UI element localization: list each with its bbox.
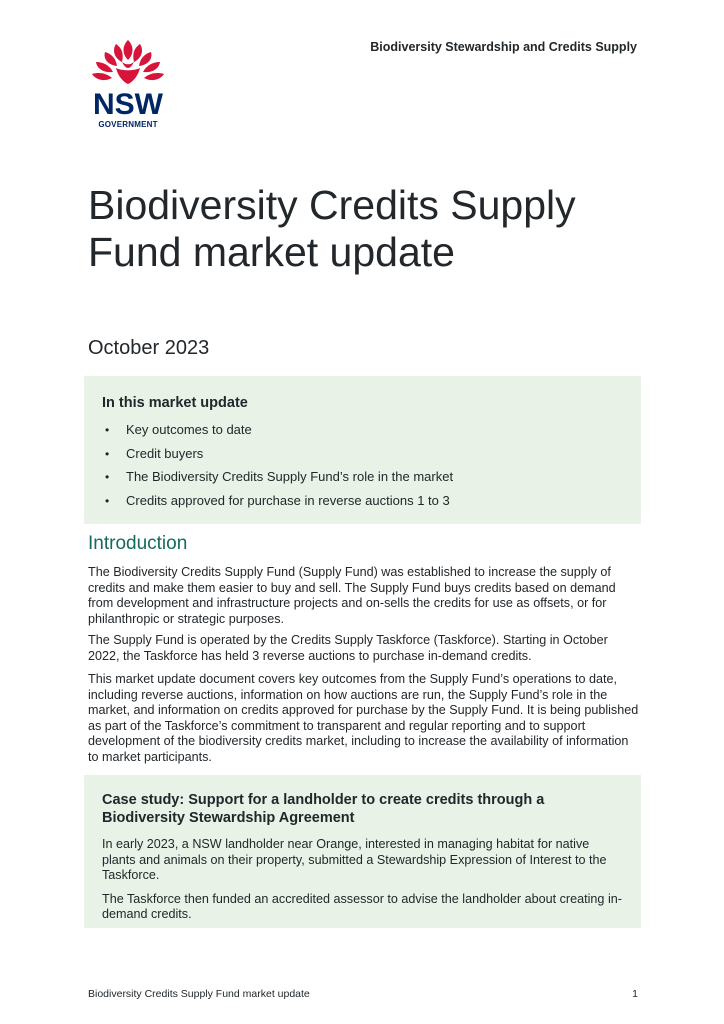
toc-item: • Credit buyers [102, 446, 623, 462]
toc-heading: In this market update [102, 395, 248, 411]
running-header: Biodiversity Stewardship and Credits Supply [370, 40, 637, 54]
document-title: Biodiversity Credits Supply Fund market update [88, 182, 576, 275]
case-study-box [84, 775, 641, 928]
introduction-heading: Introduction [88, 533, 188, 554]
waratah-flower-icon [86, 38, 170, 90]
toc-box [84, 376, 641, 524]
toc-list [102, 422, 623, 509]
case-study-heading: Case study: Support for a landholder to create credits through a Biodiversity Stewardship Agreement [102, 792, 545, 826]
logo-wordmark: NSW [93, 88, 163, 121]
intro-paragraph: The Biodiversity Credits Supply Fund (Supply Fund) was established to increase the supply of credits and make them easier to buy and sell. The Supply Fund buys credits based on demand from development and infrastructure projects and on-sells the credits for use as offsets, or for philanthropic or strategic purposes. [88, 565, 616, 626]
toc-item: • The Biodiversity Credits Supply Fund’s role in the market [102, 469, 623, 485]
nsw-government-logo [86, 38, 170, 130]
intro-paragraph: This market update document covers key outcomes from the Supply Fund’s operations to date, including reverse auctions, information on how auctions are run, the Supply Fund’s role in the market, and information on credits approved for purchase by the Supply Fund. It is being published as part of the Taskforce’s commitment to transparent and regular reporting and to support development of the biodiversity credits market, including to increase the availability of information to market participants. [88, 672, 639, 764]
toc-item: • Key outcomes to date [102, 422, 623, 438]
footer-title: Biodiversity Credits Supply Fund market update [88, 988, 310, 1000]
logo-subtitle: GOVERNMENT [98, 120, 158, 129]
intro-paragraph: The Supply Fund is operated by the Credits Supply Taskforce (Taskforce). Starting in October 2022, the Taskforce has held 3 reverse auctions to purchase in-demand credits. [88, 633, 608, 663]
toc-item: • Credits approved for purchase in reverse auctions 1 to 3 [102, 493, 623, 509]
publication-date: October 2023 [88, 337, 210, 359]
case-study-paragraph: In early 2023, a NSW landholder near Orange, interested in managing habitat for native plants and animals on their property, submitted a Stewardship Expression of Interest to the Taskforce. [102, 837, 607, 883]
page-number: 1 [632, 988, 638, 1000]
case-study-paragraph: The Taskforce then funded an accredited assessor to advise the landholder about creating in-demand credits. [102, 891, 622, 922]
